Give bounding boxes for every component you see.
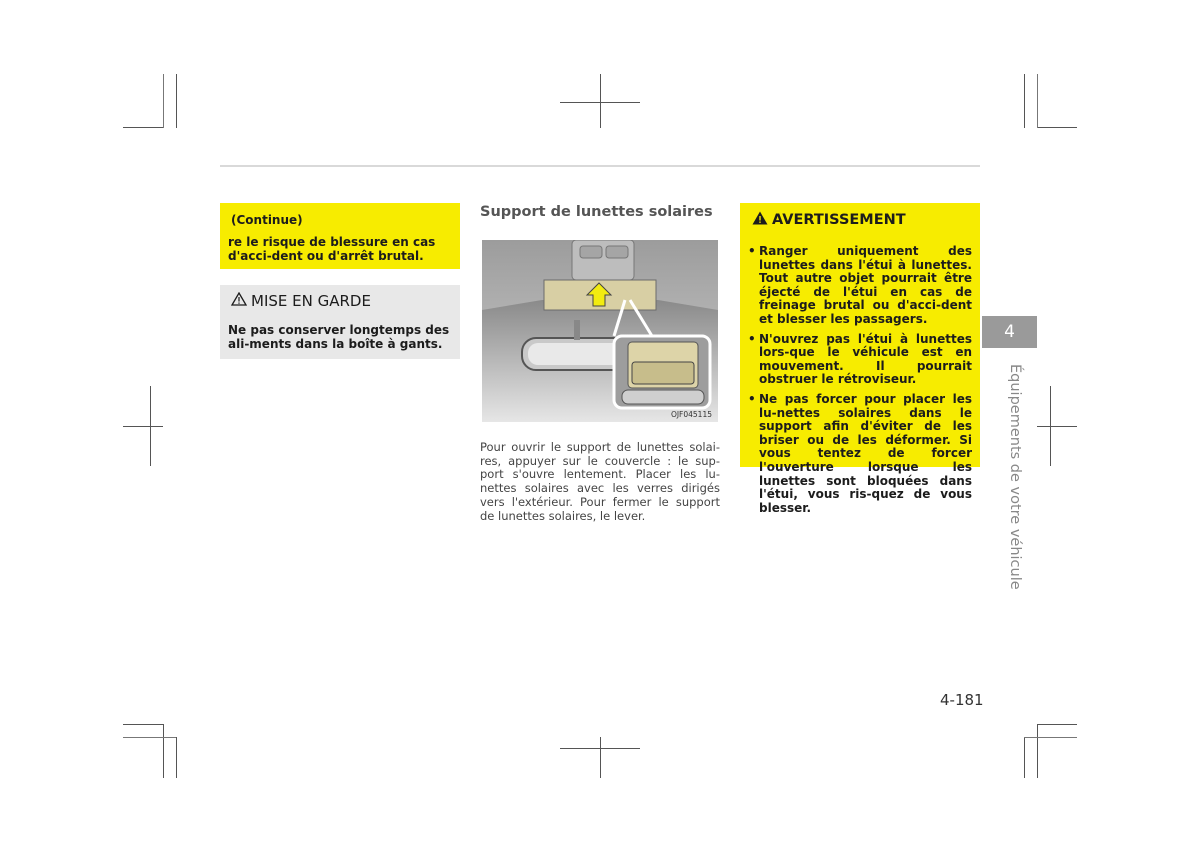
warning-triangle-icon [752,211,768,229]
warning-item: • Ne pas forcer pour placer les lu-nettes solaires dans le support afin d'éviter de les briser ou de les déformer. Si vous tentez de forcer l'ouverture lorsque les lunettes sont bloquées dans l'étui, vous ris-quez de vous blesser. [748,393,972,515]
warning-title: AVERTISSEMENT [772,212,906,228]
sunglass-holder-figure [482,240,718,422]
caution-text: Ne pas conserver longtemps des ali-ments dans la boîte à gants. [228,323,450,351]
warning-box [740,203,980,515]
caution-box [220,285,460,359]
continuation-text: re le risque de blessure en cas d'acci-dent ou d'arrêt brutal. [228,235,436,263]
warning-list [748,245,972,521]
continuation-header: (Continue) [231,213,303,227]
figure-code: OJF045115 [670,410,712,419]
warning-triangle-icon [231,292,247,310]
caution-title: MISE EN GARDE [251,292,371,310]
section-paragraph: Pour ouvrir le support de lunettes solai-res, appuyer sur le couvercle : le sup-port s'ouvre lentement. Placer les lu-nettes solaires avec les verres dirigés vers l'extérieur. Pour fermer le support de lunettes solaires, le lever. [480,440,720,523]
chapter-tab: 4 [982,316,1037,348]
chapter-title: Équipements de votre véhicule [1007,364,1023,590]
page-number: 4-181 [940,691,984,709]
section-title: Support de lunettes solaires [480,204,713,220]
continuation-box [220,203,460,269]
header-rule [220,165,980,167]
warning-item: • Ranger uniquement des lunettes dans l'étui à lunettes. Tout autre objet pourrait être éjecté de l'étui en cas de freinage brutal ou d'acci-dent et blesser les passagers. [748,245,972,327]
warning-item: • N'ouvrez pas l'étui à lunettes lors-que le véhicule est en mouvement. Il pourrait obstruer le rétroviseur. [748,333,972,387]
